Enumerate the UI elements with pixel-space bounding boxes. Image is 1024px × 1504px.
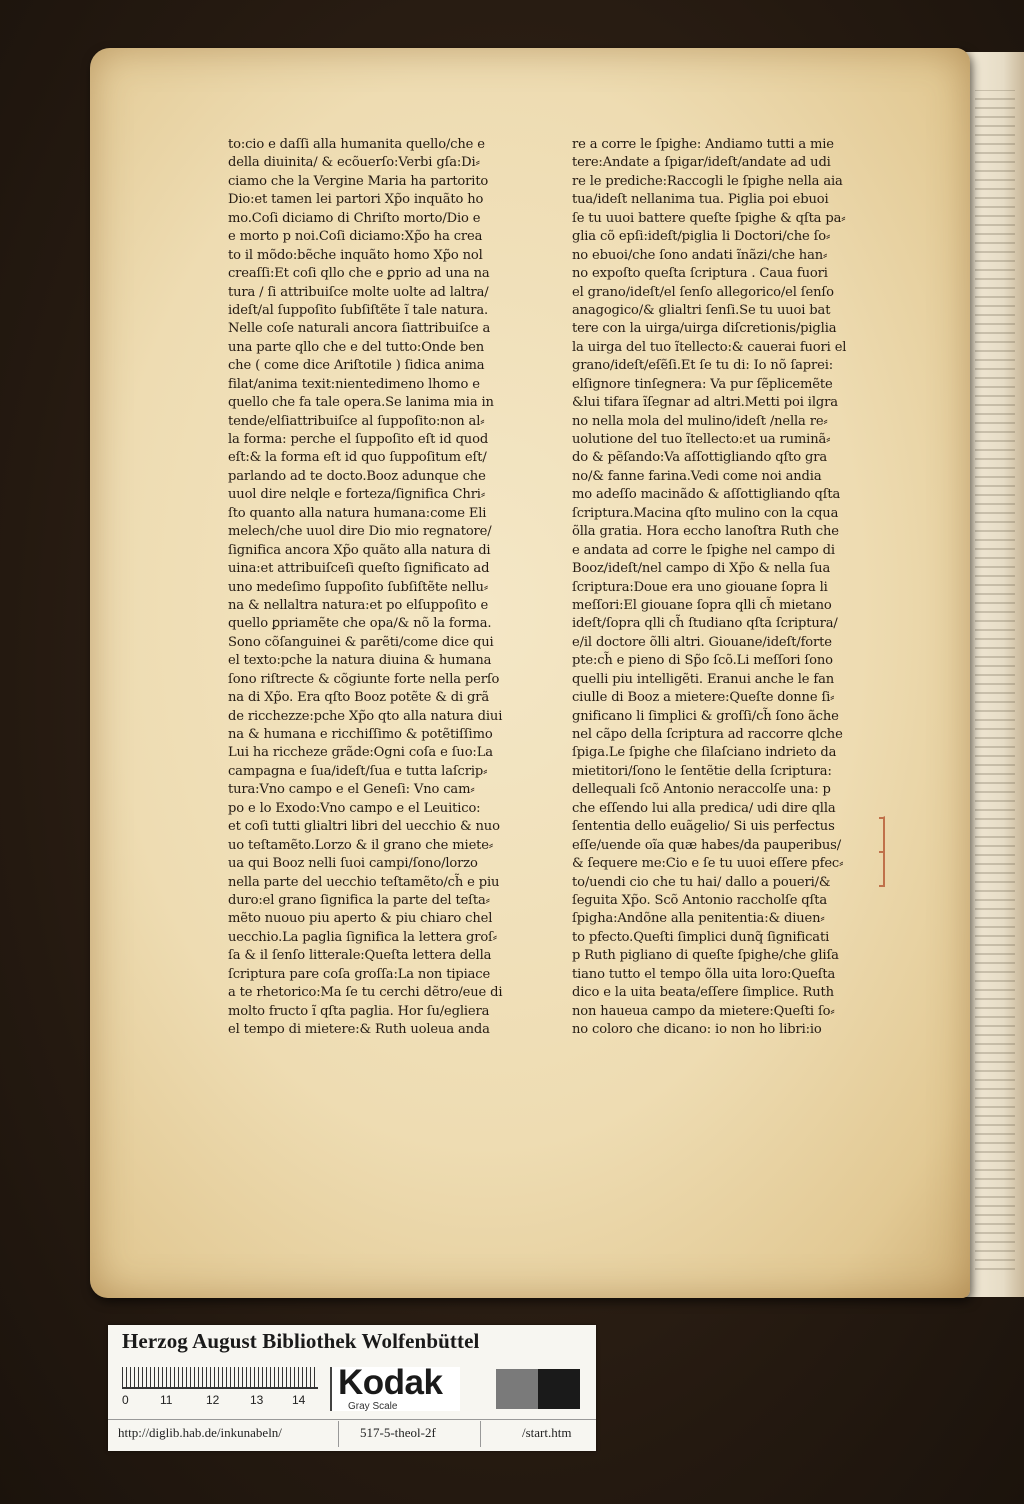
scan-label-card [108, 1325, 596, 1451]
text-line: anagogico/& glialtri ſenſi.Se tu uuoi bat [572, 302, 831, 318]
text-line: p Ruth pigliano di queſte ſpighe/che gliſa [572, 948, 839, 964]
text-line: tende/elſiattribuiſce al ſuppoſito:non al⸗ [228, 413, 485, 429]
scale-ruler [122, 1367, 318, 1389]
footer-separator [480, 1421, 481, 1447]
text-line: elſignore tinſegnera: Va pur ſẽplicemẽte [572, 376, 833, 392]
gray-scale-label: Gray Scale [348, 1401, 398, 1412]
text-line: Lui ha riccheze grãde:Ogni coſa e ſuo:La [228, 745, 493, 761]
text-line: ſignifica ancora Xp̃o quãto alla natura di [228, 542, 491, 558]
text-line: la forma: perche el ſuppoſito eſt id quod [228, 432, 489, 447]
text-line: re le prediche:Raccogli le ſpighe nella aia [572, 173, 843, 189]
text-line: ciamo che la Vergine Maria ha partorito [228, 173, 489, 189]
text-line: melech/che uuol dire Dio mio regnatore/ [228, 524, 492, 540]
text-line: ſcriptura.Macina qſto mulino con la cqua [572, 505, 839, 521]
text-line: ſcriptura pare coſa groſſa:La non tipiace [228, 966, 491, 982]
text-line: tere con la uirga/uirga diſcretionis/piglia [572, 321, 837, 337]
text-line: no/& fanne farina.Vedi come noi andia [572, 468, 822, 484]
text-line: creaſſi:Et coſi qllo che e ꝑprio ad una na [228, 266, 490, 282]
kodak-logo: Kodak [338, 1363, 443, 1402]
ruler-number: 13 [250, 1393, 264, 1407]
text-line: tura / ſi attribuiſce molte uolte ad laltra/ [228, 284, 489, 300]
kodak-logo-box [330, 1363, 460, 1412]
ruler-number: 0 [122, 1393, 129, 1407]
text-line: to:cio e daſſi alla humanita quello/che e [228, 137, 485, 152]
text-line: filat/anima texit:nientedimeno lhomo e [228, 376, 480, 392]
text-line: tere:Andate a ſpigar/ideſt/andate ad udi [572, 155, 831, 171]
text-line: mietitori/ſono le ſentẽtie della ſcriptura: [572, 763, 832, 779]
text-line: della diuinita/ & ecõuerſo:Verbi gſa:Di⸗ [228, 155, 480, 171]
footer-separator [338, 1421, 339, 1447]
text-line: ſto quanto alla natura humana:come Eli [228, 505, 487, 521]
shelfmark: 517-5-theol-2f [360, 1425, 436, 1440]
text-line: quello che fa tale opera.Se lanima mia in [228, 395, 494, 411]
text-line: tiano tutto el tempo õlla uita loro:Queſta [572, 966, 836, 982]
text-line: no nella mola del mulino/ideſt /nella re⸗ [572, 413, 828, 429]
text-line: mẽto nuouo piu aperto & piu chiaro chel [228, 911, 493, 927]
text-line: po e lo Exodo:Vno campo e el Leuitico: [228, 800, 481, 816]
label-divider [108, 1419, 596, 1420]
text-line: to/uendi cio che tu hai/ dallo a poueri/& [572, 874, 831, 890]
text-line: eſſe/uende oĩa quæ habes/da pauperibus/ [572, 837, 841, 853]
text-line: pte:ch̃ e pieno di Sp̃o ſcõ.Li meſſori ſono [572, 653, 833, 669]
text-line: meſſori:El giouane ſopra qlli ch̃ mietano [572, 597, 832, 613]
text-line: ſono riſtrecte & cõgiunte forte nella perſo [228, 671, 500, 687]
text-line: el grano/ideſt/el ſenſo allegorico/el ſenſo [572, 284, 834, 300]
ruler-number: 11 [160, 1393, 173, 1407]
text-line: uo teſtamẽto.Lorzo & il grano che miete⸗ [228, 837, 494, 853]
text-line: Booz/ideſt/nel campo di Xp̃o & nella ſua [572, 561, 831, 577]
text-line: che eſſendo lui alla predica/ udi dire qlla [572, 800, 836, 816]
text-line: la uirga del tuo ĩtellecto:& cauerai fuori el [572, 339, 847, 355]
text-line: uno medeſimo ſuppoſito ſubſiſtẽte nellu⸗ [228, 579, 489, 595]
text-line: el texto:pche la natura diuina & humana [228, 653, 492, 669]
text-line: ſe tu uuoi battere queſte ſpighe & qſta pa⸗ [572, 210, 846, 226]
text-line: e/il doctore õlli altri. Giouane/ideſt/forte [572, 634, 832, 650]
margin-bracket-mark [873, 816, 885, 887]
text-line: ua qui Booz nelli ſuoi campi/ſono/lorzo [228, 856, 478, 872]
ruler-number: 14 [292, 1393, 306, 1407]
text-line: ſcriptura:Doue era uno giouane ſopra li [572, 579, 828, 595]
text-line: una parte qllo che e del tutto:Onde ben [228, 339, 485, 355]
text-line: e morto p noi.Coſi diciamo:Xp̃o ha crea [228, 229, 483, 245]
text-line: campagna e ſua/ideſt/ſua e tutta laſcrip⸗ [228, 763, 488, 779]
gray-swatch [496, 1369, 538, 1409]
text-line: no coloro che dicano: io non ho libri:io [572, 1022, 822, 1037]
text-line: re a corre le ſpighe: Andiamo tutti a mie [572, 137, 834, 152]
next-page-text-edge [975, 90, 1015, 1270]
text-line: molto fructo ĩ qſta paglia. Hor ſu/egliera [228, 1003, 490, 1019]
text-line: Dio:et tamen lei partori Xp̃o inquãto ho [228, 192, 484, 208]
text-line: dellequali ſcõ Antonio neraccolſe una: p [572, 782, 831, 798]
text-line: quello ꝑpriamẽte che opa/& nõ la forma. [228, 616, 492, 632]
text-line: to pfecto.Queſti ſimplici dunq̃ ſignificati [572, 929, 830, 945]
text-line: & ſequere me:Cio e ſe tu uuoi eſſere pfec⸗ [572, 856, 844, 872]
text-line: ciulle di Booz a mietere:Queſte donne ſi⸗ [572, 690, 835, 706]
text-line: to il mõdo:bẽche inquãto homo Xp̃o nol [228, 247, 483, 263]
library-title: Herzog August Bibliothek Wolfenbüttel [122, 1329, 480, 1353]
text-line: a te rhetorico:Ma ſe tu cerchi dẽtro/eue di [228, 985, 503, 1001]
text-line: na & humana e ricchiſſimo & potẽtiſſimo [228, 727, 493, 742]
text-line: duro:el grano ſignifica la parte del teſta⸗ [228, 892, 490, 908]
text-line: mo adeſſo macinãdo & aſſottigliando qſta [572, 487, 841, 503]
left-text-column [228, 136, 546, 1039]
text-line: tua/ideſt nellanima tua. Piglia poi ebuoi [572, 192, 829, 208]
text-line: quelli piu intelligẽti. Eranui anche le fan [572, 671, 835, 687]
text-line: ſeguita Xp̃o. Scõ Antonio raccholſe qſta [572, 892, 827, 908]
text-line: et coſi tutti glialtri libri del uecchio & nuo [228, 819, 500, 835]
text-line: uuol dire nelqle e forteza/ſignifica Chri⸗ [228, 487, 486, 503]
text-line: ſententia dello euãgelio/ Si uis perfectus [572, 819, 835, 835]
text-line: nella parte del uecchio teſtamẽto/ch̃ e piu [228, 874, 500, 890]
scale-ruler-base [122, 1387, 318, 1389]
text-line: do & pẽſando:Va aſſottigliando qſto gra [572, 450, 828, 466]
text-line: eſt:& la forma eſt id quo ſuppoſitum eſt/ [228, 450, 487, 466]
text-line: tura:Vno campo e el Geneſi: Vno cam⸗ [228, 782, 475, 798]
text-line: mo.Coſi diciamo di Chriſto morto/Dio e [228, 210, 481, 226]
text-line: de ricchezze:pche Xp̃o qto alla natura diui [228, 708, 503, 724]
text-line: Nelle coſe naturali ancora ſiattribuiſce a [228, 321, 491, 337]
text-line: ſpigha:Andõne alla penitentia:& diuen⸗ [572, 911, 825, 927]
text-line: grano/ideſt/eſẽſi.Et ſe tu di: Io nõ ſaprei: [572, 358, 834, 374]
text-line: no expoſto queſta ſcriptura . Caua fuori [572, 266, 828, 282]
text-line: uolutione del tuo ĩtellecto:et ua ruminã⸗ [572, 432, 831, 447]
text-line: uecchio.La paglia ſignifica la lettera groſ⸗ [228, 929, 497, 945]
right-text-column [572, 136, 890, 1039]
text-line: dico e la uita beata/eſſere ſimplice. Ruth [572, 985, 834, 1001]
text-line: Sono cõſanguinei & parẽti/come dice qui [228, 634, 494, 650]
text-line: gnificano li ſimplici & groſſi/ch̃ ſono ãche [572, 708, 839, 724]
text-line: nel cãpo della ſcriptura ad raccorre qlche [572, 727, 843, 742]
text-line: glia cõ epſi:ideſt/piglia li Doctori/che ſo⸗ [572, 229, 831, 245]
text-line: e andata ad corre le ſpighe nel campo di [572, 542, 835, 558]
text-line: non haueua campo da mietere:Queſti ſo⸗ [572, 1003, 835, 1019]
text-line: che ( come dice Ariſtotile ) ſidica anima [228, 358, 485, 374]
text-line: na & nellaltra natura:et po elſuppoſito e [228, 597, 489, 613]
text-line: ſa & il ſenſo litterale:Queſta lettera della [228, 948, 492, 964]
digital-library-url: http://diglib.hab.de/inkunabeln/ [118, 1425, 282, 1440]
text-line: el tempo di mietere:& Ruth uoleua anda [228, 1022, 490, 1037]
text-line: ſpiga.Le ſpighe che ſilaſciano indrieto da [572, 745, 837, 761]
text-line: uina:et attribuiſceſi queſto ſignificato ad [228, 561, 490, 577]
gray-swatch [538, 1369, 580, 1409]
text-line: na di Xp̃o. Era qſto Booz potẽte & di grã [228, 690, 490, 706]
text-line: parlando ad te docto.Booz adunque che [228, 468, 486, 484]
text-line: ideſt/al ſuppoſito ſubſiſtẽte ĩ tale natura. [228, 302, 489, 318]
text-line: no ebuoi/che ſono andati ĩnãzi/che han⸗ [572, 247, 828, 263]
text-line: &lui tifara ĩſegnar ad altri.Metti poi ilgra [572, 395, 838, 411]
ruler-number: 12 [206, 1393, 220, 1407]
page-reference: /start.htm [522, 1425, 572, 1440]
text-line: ideſt/ſopra qlli ch̃ ſtudiano qſta ſcriptura/ [572, 616, 838, 632]
text-line: õlla gratia. Hora eccho lanoſtra Ruth che [572, 524, 839, 540]
